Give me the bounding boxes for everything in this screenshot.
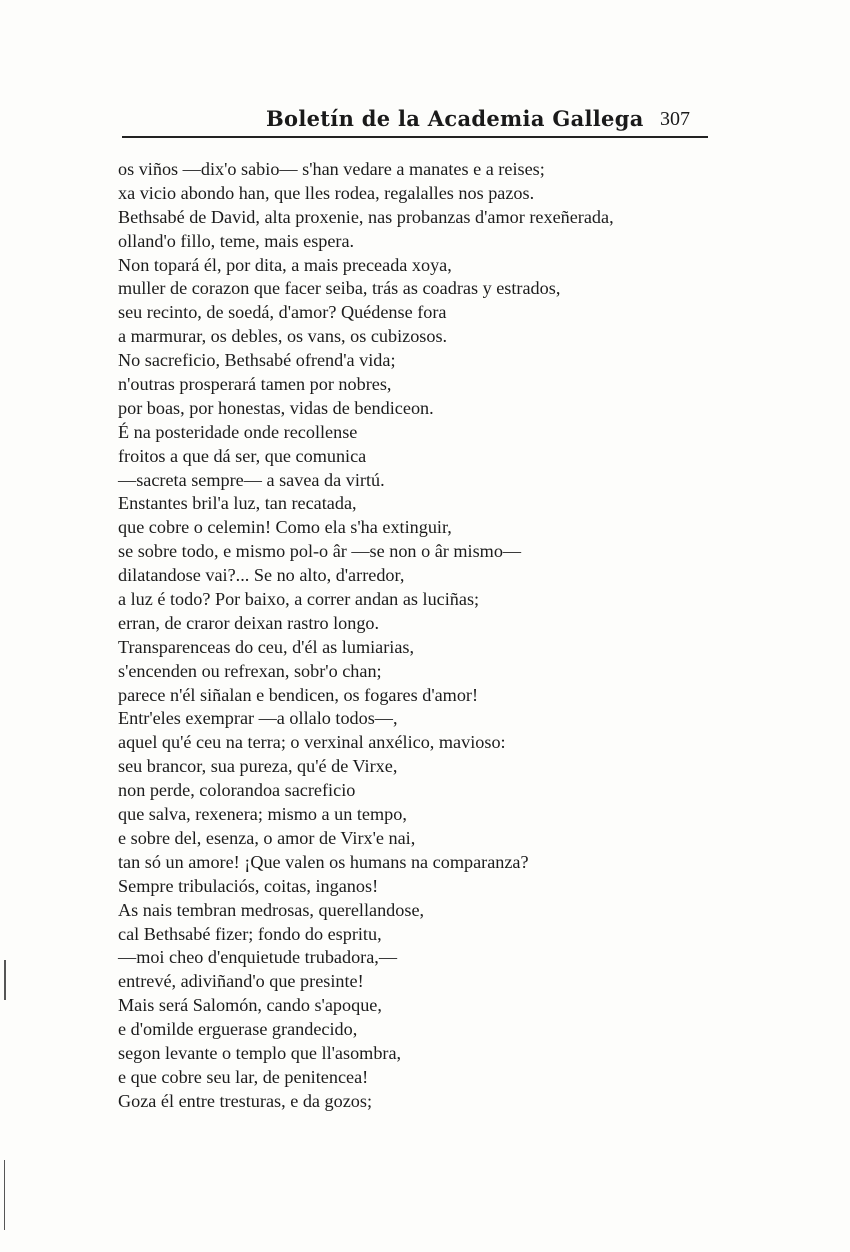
poem-line: erran, de craror deixan rastro longo. (118, 612, 380, 633)
poem-line: segon levante o templo que ll'asombra, (118, 1042, 402, 1063)
poem-line: Mais será Salomón, cando s'apoque, (118, 995, 382, 1016)
poem-line: muller de corazon que facer seiba, trás as coadras y estrados, (118, 278, 561, 299)
poem-line: non perde, colorandoa sacreficio (118, 780, 356, 801)
scan-edge-mark (4, 960, 6, 1000)
poem-line: aquel qu'é ceu na terra; o verxinal anxélico, mavioso: (118, 732, 506, 753)
poem-line: As nais tembran medrosas, querellandose, (118, 899, 425, 920)
poem-line: s'encenden ou refrexan, sobr'o chan; (118, 660, 382, 681)
poem-line: olland'o fillo, teme, mais espera. (118, 230, 355, 251)
poem-line: É na posteridade onde recollense (118, 421, 358, 442)
poem-line: se sobre todo, e mismo pol-o âr —se non o âr mismo— (118, 541, 522, 562)
page-number: 307 (660, 108, 690, 130)
scan-edge-mark (4, 1160, 5, 1230)
poem-line: dilatandose vai?... Se no alto, d'arredor, (118, 565, 405, 586)
poem-line: No sacreficio, Bethsabé ofrend'a vida; (118, 350, 396, 371)
poem-line: tan só un amore! ¡Que valen os humans na comparanza? (118, 851, 529, 872)
poem-line: os viños —dix'o sabio— s'han vedare a manates e a reises; (118, 159, 545, 179)
poem-line: por boas, por honestas, vidas de bendiceon. (118, 397, 434, 418)
poem-line: Non topará él, por dita, a mais preceada xoya, (118, 254, 452, 275)
poem-line: Bethsabé de David, alta proxenie, nas probanzas d'amor rexeñerada, (118, 206, 614, 227)
poem-line: xa vicio abondo han, que lles rodea, regalalles nos pazos. (118, 182, 535, 203)
poem-line: seu brancor, sua pureza, qu'é de Virxe, (118, 756, 398, 777)
poem-line: Goza él entre tresturas, e da gozos; (118, 1090, 373, 1111)
poem-line: e que cobre seu lar, de penitencea! (118, 1066, 369, 1087)
poem-line: Entr'eles exemprar —a ollalo todos—, (118, 708, 398, 729)
poem-line: parece n'él siñalan e bendicen, os fogares d'amor! (118, 684, 479, 705)
poem-line: cal Bethsabé fizer; fondo do espritu, (118, 923, 382, 944)
journal-title: Boletín de la Academia Gallega (266, 106, 644, 131)
poem-line: Transparenceas do ceu, d'él as lumiarias, (118, 636, 415, 657)
poem-line: a luz é todo? Por baixo, a correr andan as luciñas; (118, 589, 480, 610)
poem-line: e d'omilde erguerase grandecido, (118, 1019, 358, 1040)
poem-line: n'outras prosperará tamen por nobres, (118, 374, 392, 395)
poem-line: —moi cheo d'enquietude trubadora,— (118, 947, 398, 968)
poem-line: e sobre del, esenza, o amor de Virx'e nai, (118, 827, 416, 848)
poem-line: que salva, rexenera; mismo a un tempo, (118, 804, 407, 825)
poem-line: a marmurar, os debles, os vans, os cubizosos. (118, 326, 448, 347)
poem-line: froitos a que dá ser, que comunica (118, 445, 367, 466)
poem-line: entrevé, adiviñand'o que presinte! (118, 971, 364, 992)
poem-line: que cobre o celemin! Como ela s'ha extinguir, (118, 517, 452, 538)
poem-line: Sempre tribulaciós, coitas, inganos! (118, 875, 379, 896)
poem-line: Enstantes bril'a luz, tan recatada, (118, 493, 357, 514)
poem-text (118, 158, 738, 1114)
running-header (122, 104, 708, 138)
poem-line: —sacreta sempre— a savea da virtú. (118, 469, 385, 490)
poem-line: seu recinto, de soedá, d'amor? Quédense fora (118, 302, 447, 323)
